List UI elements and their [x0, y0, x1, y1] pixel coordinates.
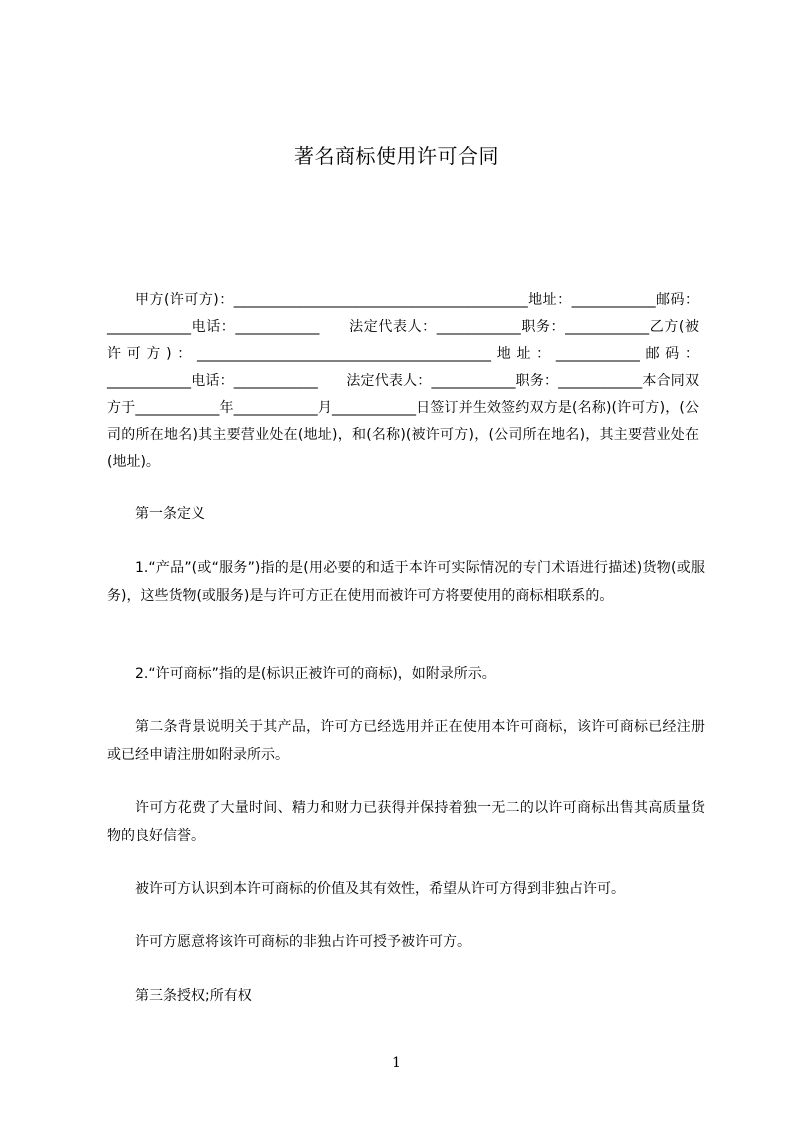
document-title: 著名商标使用许可合同 — [294, 144, 499, 168]
article1-heading: 第一条定义 — [135, 506, 205, 522]
parties-block: 甲方(许可方)：__________________________________________地址：____________邮码：____________电话：____________ 法定代表人：____________职务：____________乙方(被许可方)：__________________________________________地址：____________邮码：____________电话：____________ 法定代表人：____________职务：____________本合同双方于____________年____________月____________日签订并生效签约双方是(名称)(许可方)，(公司的所在地名)其主要营业处在(地址)，和(名称)(被许可方)，(公司所在地名)，其主要营业处在(地址)。 — [107, 292, 699, 470]
article2-background: 第二条背景说明关于其产品，许可方已经选用并正在使用本许可商标，该许可商标已经注册或已经申请注册如附录所示。 — [107, 719, 705, 763]
goodwill-paragraph: 许可方花费了大量时间、精力和财力已获得并保持着独一无二的以许可商标出售其高质量货物的良好信誉。 — [107, 800, 705, 844]
definition-1: 1.“产品”(或“服务”)指的是(用必要的和适于本许可实际情况的专门术语进行描述)货物(或服务)，这些货物(或服务)是与许可方正在使用而被许可方将要使用的商标相联系的。 — [107, 560, 705, 604]
article3-heading: 第三条授权;所有权 — [135, 988, 252, 1004]
page-number: 1 — [392, 1055, 401, 1071]
definition-2: 2.“许可商标”指的是(标识正被许可的商标)，如附录所示。 — [135, 666, 496, 682]
licensor-paragraph: 许可方愿意将该许可商标的非独占许可授予被许可方。 — [135, 934, 471, 950]
licensee-paragraph: 被许可方认识到本许可商标的价值及其有效性，希望从许可方得到非独占许可。 — [135, 881, 625, 897]
